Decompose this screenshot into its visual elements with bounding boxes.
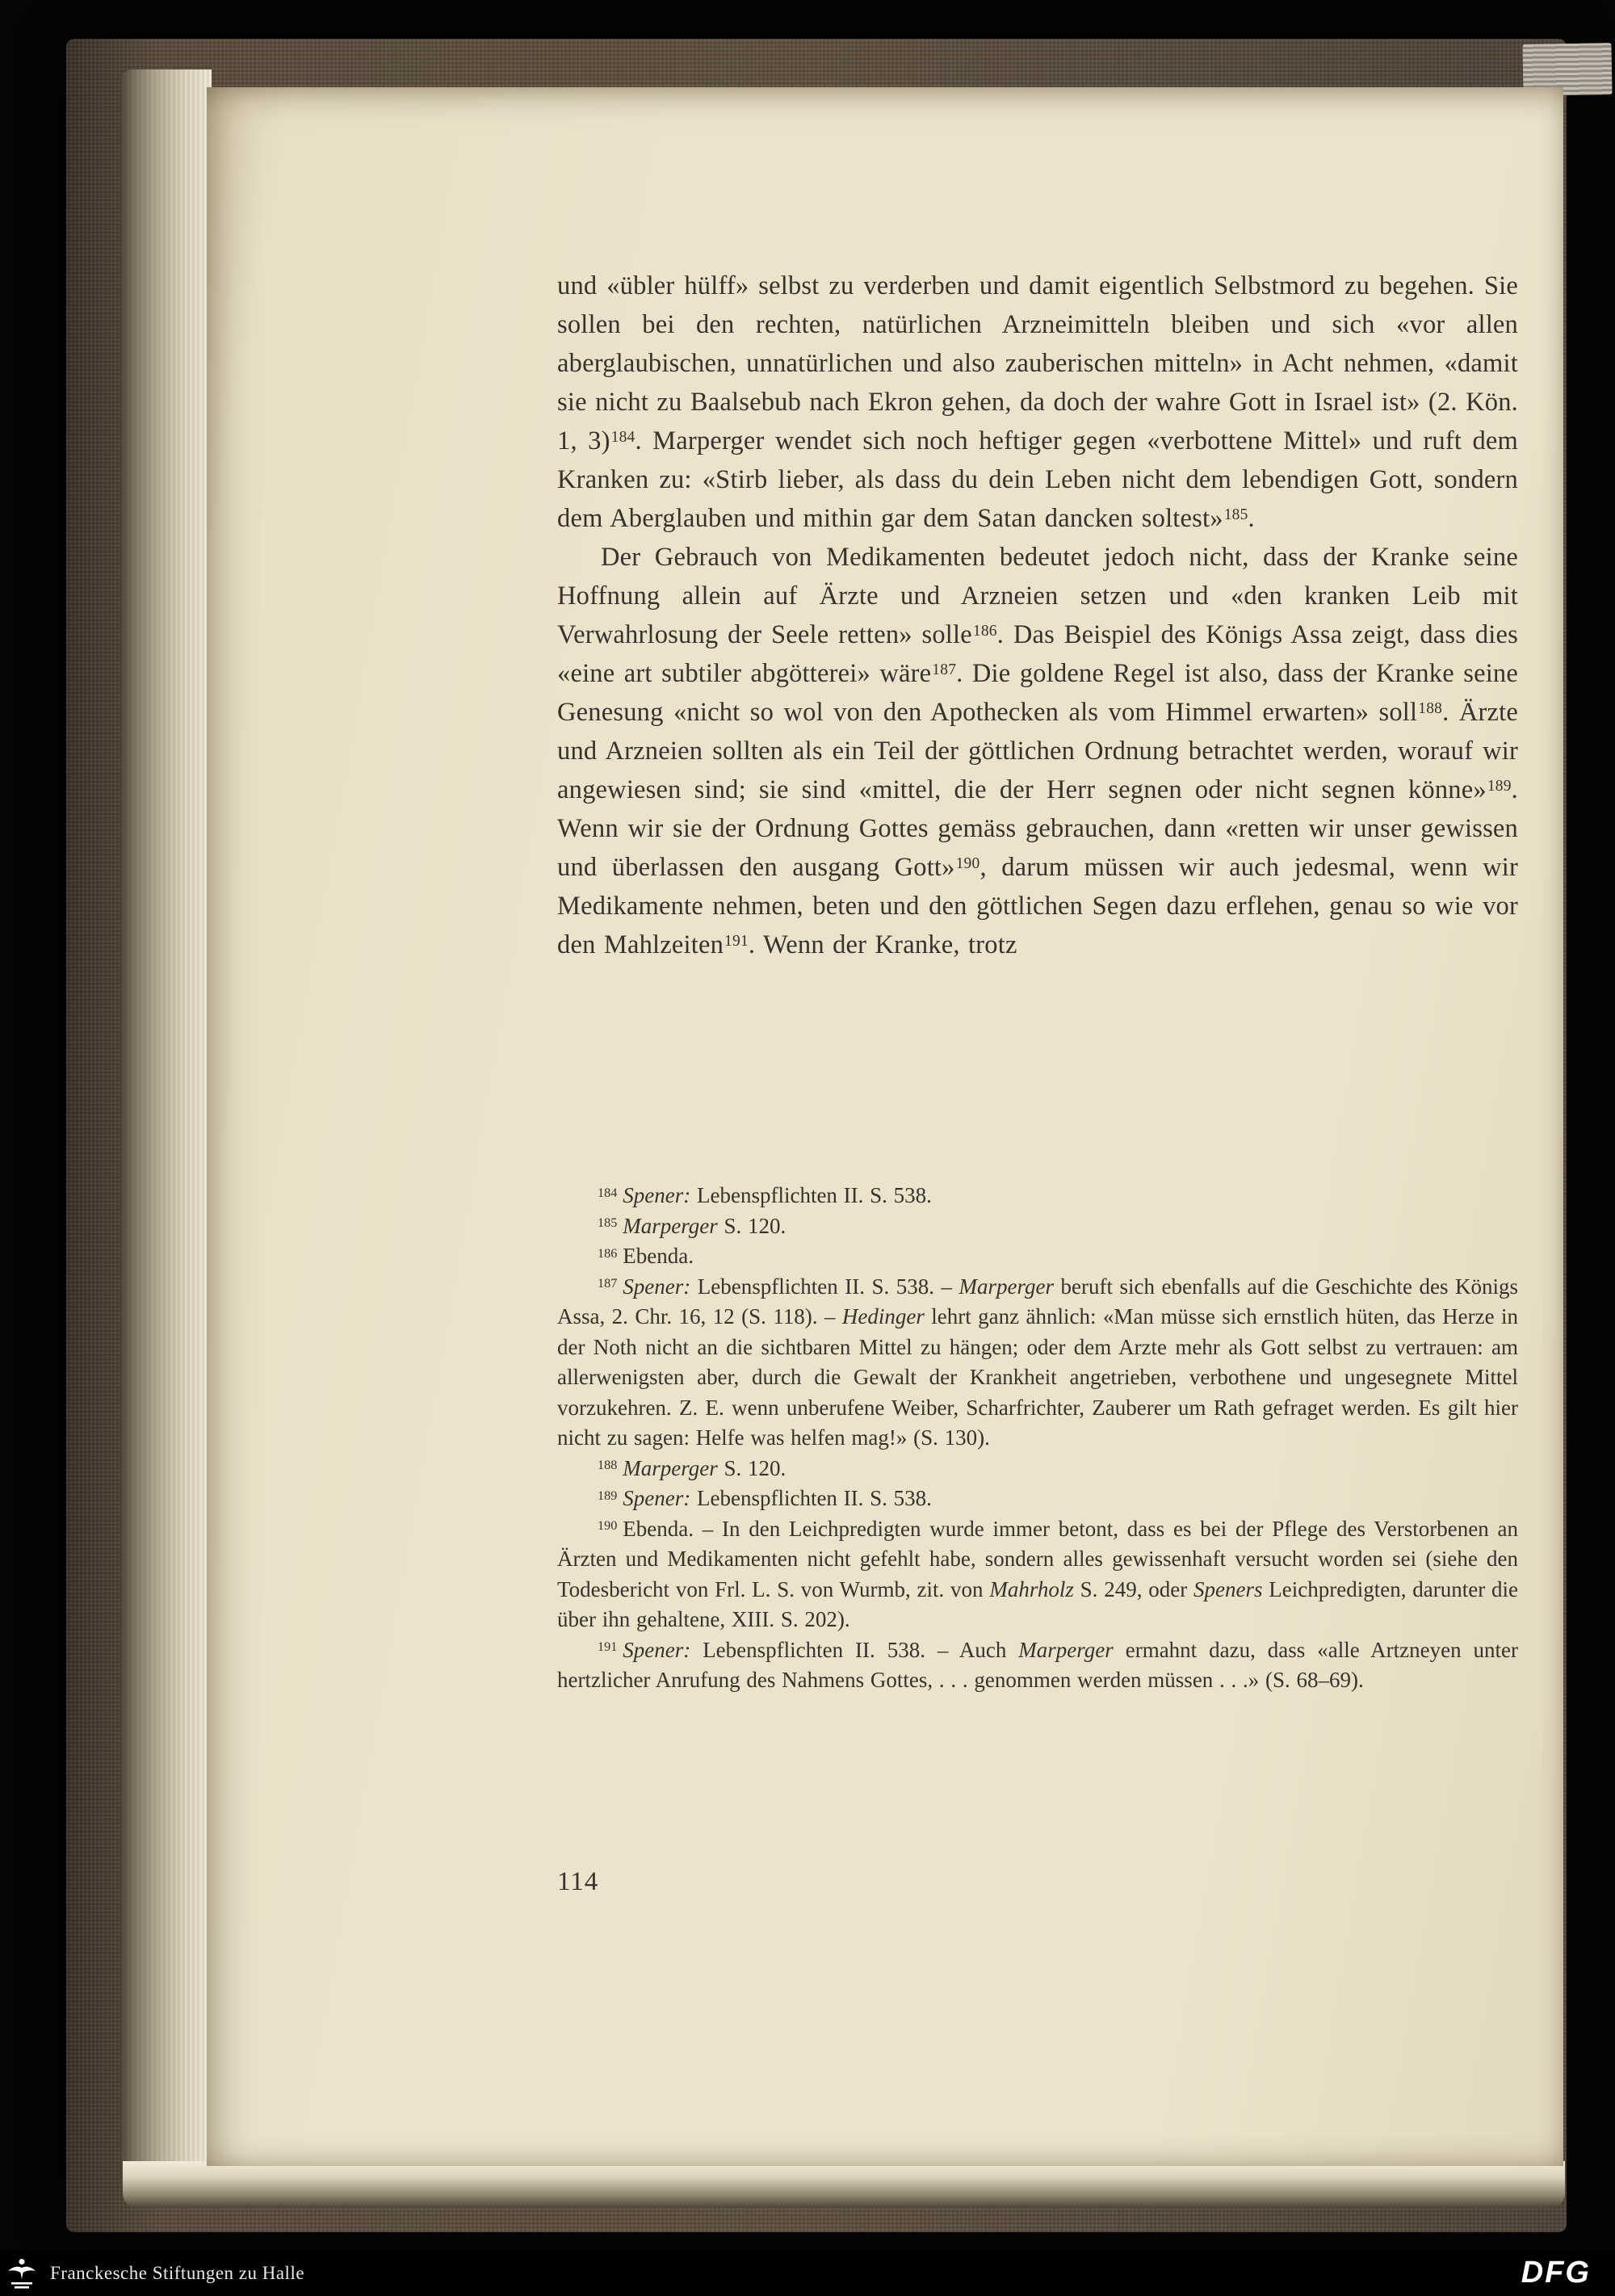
footnote-number: 187 — [598, 1276, 618, 1291]
footnote: $^{188}$ Marperger S. 120. — [598, 1455, 787, 1480]
footer-left — [3, 2255, 304, 2292]
book-page — [207, 87, 1563, 2166]
footnote-number: 184 — [598, 1185, 618, 1200]
body-paragraph: und «übler hülff» selbst zu verderben und damit eigentlich Selbstmord zu begehen. Sie sollen bei den rechten, natürlichen Arzneimitteln bleiben und sich «vor allen aberglaubischen, unnatürlichen und also zauberischen mitteln» in Acht nehmen, «damit sie nicht zu Baalsebub nach Ekron gehen, da doch der wahre Gott in Israel ist» (2. Kön. 1, 3)$^{184}$. Marperger wendet sich noch heftiger gegen «verbottene Mittel» und ruft dem Kranken zu: «Stirb lieber, als dass du dein Leben nicht dem lebendigen Gott, sondern dem Aberglauben und mithin gar dem Satan dancken soltest»$^{185}$. — [557, 271, 1518, 533]
viewer-footer — [0, 2250, 1615, 2296]
page-edge-stack-bottom — [123, 2161, 1565, 2208]
page-number: 114 — [557, 1867, 599, 1896]
page-edge-stack-left — [120, 69, 212, 2190]
franckesche-stiftungen-logo-icon — [3, 2255, 40, 2292]
footnote-number: 188 — [598, 1458, 618, 1473]
footnote: $^{190}$ Ebenda. – In den Leichpredigten wurde immer betont, dass es bei der Pflege des Verstorbenen an Ärzten und Medikamenten nicht gefehlt habe, sondern alles gewissenhaft versucht worden sei (siehe den Todesbericht von Frl. L. S. von Wurmb, zit. von Mahrholz S. 249, oder Speners Leichpredigten, darunter die über ihn gehaltene, XIII. S. 202). — [557, 1516, 1518, 1631]
footnote: $^{186}$ Ebenda. — [598, 1244, 694, 1268]
footnote: $^{184}$ Spener: Lebenspflichten II. S. 538. — [598, 1183, 932, 1207]
footnote: $^{185}$ Marperger S. 120. — [598, 1213, 787, 1238]
footnote-number: 190 — [598, 1518, 618, 1534]
body-text — [557, 267, 1518, 964]
footnote-number: 185 — [598, 1215, 618, 1231]
footnote: $^{191}$ Spener: Lebenspflichten II. 538. – Auch Marperger ermahnt dazu, dass «alle Artzneyen unter hertzlicher Anrufung des Nahmens Gottes, . . . genommen werden müssen . . .» (S. 68–69). — [557, 1637, 1518, 1692]
body-paragraph: Der Gebrauch von Medikamenten bedeutet jedoch nicht, dass der Kranke seine Hoffnung allein auf Ärzte und Arzneien setzen und «den kranken Leib mit Verwahrlosung der Seele retten» solle$^{186}$. Das Beispiel des Königs Assa zeigt, dass dies «eine art subtiler abgötterei» wäre$^{187}$. Die goldene Regel ist also, dass der Kranke seine Genesung «nicht so wol von den Apothecken als vom Himmel erwarten» soll$^{188}$. Ärzte und Arzneien sollten als ein Teil der göttlichen Ordnung betrachtet werden, worauf wir angewiesen sind; sie sind «mittel, die der Herr segnen oder nicht segnen könne»$^{189}$. Wenn wir sie der Ordnung Gottes gemäss gebrauchen, dann «retten wir unser gewissen und überlassen den ausgang Gott»$^{190}$, darum müssen wir auch jedesmal, wenn wir Medikamente nehmen, beten und den göttlichen Segen dazu erflehen, genau so wie vor den Mahlzeiten$^{191}$. Wenn der Kranke, trotz — [557, 543, 1519, 959]
footnote-number: 191 — [598, 1639, 618, 1655]
footnote-number: 186 — [598, 1245, 618, 1261]
dfg-logo: DFG — [1521, 2256, 1591, 2290]
library-name: Franckesche Stiftungen zu Halle — [50, 2262, 305, 2283]
footnote-number: 189 — [598, 1488, 618, 1503]
footnote: $^{187}$ Spener: Lebenspflichten II. S. 538. – Marperger beruft sich ebenfalls auf die Geschichte des Königs Assa, 2. Chr. 16, 12 (S. 118). – Hedinger lehrt ganz ähnlich: «Man müsse sich ernstlich hüten, das Herze in der Noth nicht an die sichtbaren Mittel zu hängen; oder dem Arzte mehr als Gott selbst zu vertrauen: am allerwenigsten aber, durch die Gewalt der Krankheit angetrieben, verbothene und ungesegnete Mittel vorzukehren. Z. E. wenn unberufene Weiber, Scharfrichter, Zauberer um Rath gefraget werden. Es gilt hier nicht zu sagen: Helfe was helfen mag!» (S. 130). — [557, 1274, 1518, 1450]
footnote: $^{189}$ Spener: Lebenspflichten II. S. 538. — [598, 1486, 932, 1510]
footnotes-section — [557, 1181, 1518, 1696]
